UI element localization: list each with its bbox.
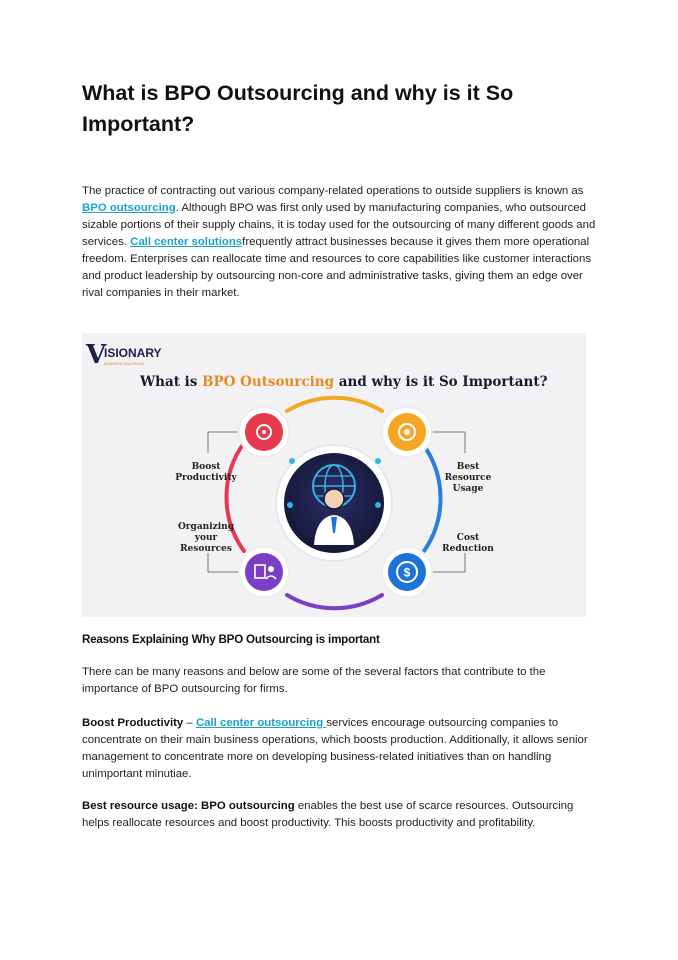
boost-dash: – <box>183 717 196 729</box>
heading-part-c: and why is it So Important? <box>334 374 548 390</box>
best-resource-usage-badge <box>382 407 432 457</box>
node-2 <box>375 458 381 464</box>
connector-boost <box>208 432 240 453</box>
node-3 <box>287 502 293 508</box>
logo-tagline: BUSINESS SOLUTIONS <box>104 362 144 366</box>
ring-arc-right <box>422 443 441 551</box>
bpo-outsourcing-link[interactable]: BPO outsourcing <box>82 202 176 214</box>
infographic-heading <box>139 374 548 390</box>
label-boost-1: Boost <box>191 462 221 472</box>
call-center-outsourcing-link[interactable]: Call center outsourcing <box>195 717 327 729</box>
reasons-heading: Reasons Explaining Why BPO Outsourcing is important <box>82 633 380 646</box>
call-center-solutions-link[interactable]: Call center solutions <box>130 236 243 248</box>
dollar-glyph: $ <box>403 565 411 580</box>
ring-arc-bottom <box>287 595 382 608</box>
bpo-infographic <box>82 333 586 617</box>
ring-arc-top <box>287 398 382 411</box>
label-boost-2: Productivity <box>175 473 237 483</box>
person-head-icon <box>324 489 344 509</box>
connector-cost <box>432 553 465 572</box>
center-globe-person <box>276 445 392 561</box>
best-label: Best resource usage: BPO outsourcing <box>82 800 295 812</box>
label-org-2: your <box>194 533 218 543</box>
connector-organizing <box>208 553 240 572</box>
label-best-2: Resource <box>444 473 492 483</box>
node-4 <box>375 502 381 508</box>
heading-part-a: What is <box>140 374 203 390</box>
label-cost-2: Reduction <box>442 544 494 554</box>
reasons-intro: There can be many reasons and below are some of the several factors that contribute to the importance of BPO outsourcing for firms. <box>82 666 546 695</box>
infographic-canvas <box>82 333 586 617</box>
gear-hub <box>262 430 266 434</box>
logo-initial: V <box>86 340 107 370</box>
label-org-1: Organizing <box>177 522 235 532</box>
heading-part-b: BPO Outsourcing <box>202 374 335 390</box>
label-cost-1: Cost <box>456 533 480 543</box>
cog-hub <box>404 429 410 435</box>
connector-best <box>432 432 465 453</box>
boost-label: Boost Productivity <box>82 717 184 729</box>
node-1 <box>289 458 295 464</box>
label-best-1: Best <box>456 462 480 472</box>
cost-reduction-badge <box>382 547 432 597</box>
label-org-3: Resources <box>180 544 232 554</box>
badge-disc <box>245 553 283 591</box>
label-best-3: Usage <box>452 484 484 494</box>
ring-arc-left <box>226 443 244 551</box>
intro-text-2: . Although BPO was first only used by manufacturing companies, who outsourced sizable portions of their supply chains, it is today used for the outsourcing of many different goods and services. <box>82 202 596 248</box>
intro-text-3: frequently attract businesses because it gives them more operational freedom. Enterprises can reallocate time and resources to core capabilities like customer interactions and product leadership by outsourcing non-core and administrative tasks, giving them an edge over rival companies in their market. <box>82 236 592 299</box>
organizing-resources-badge <box>239 547 289 597</box>
visionary-logo <box>85 340 162 370</box>
best-text: enables the best use of scarce resources. Outsourcing helps reallocate resources and boost productivity. This boosts productivity and profitability. <box>82 800 574 829</box>
boost-productivity-paragraph <box>82 715 602 783</box>
logo-wordmark: ISIONARY <box>104 346 162 360</box>
boost-productivity-badge <box>239 407 289 457</box>
page-title: What is BPO Outsourcing and why is it So Important? <box>82 81 514 136</box>
intro-text-1: The practice of contracting out various company-related operations to outside suppliers is known as <box>82 185 584 197</box>
intro-paragraph <box>82 183 602 302</box>
best-resource-paragraph <box>82 798 602 832</box>
user-icon <box>268 566 274 572</box>
boost-text: services encourage outsourcing companies to concentrate on their main business operations, which boosts production. Additionally, it allows senior management to concentrate more on developing business-related initiatives than on handling unimportant minutiae. <box>82 717 588 780</box>
